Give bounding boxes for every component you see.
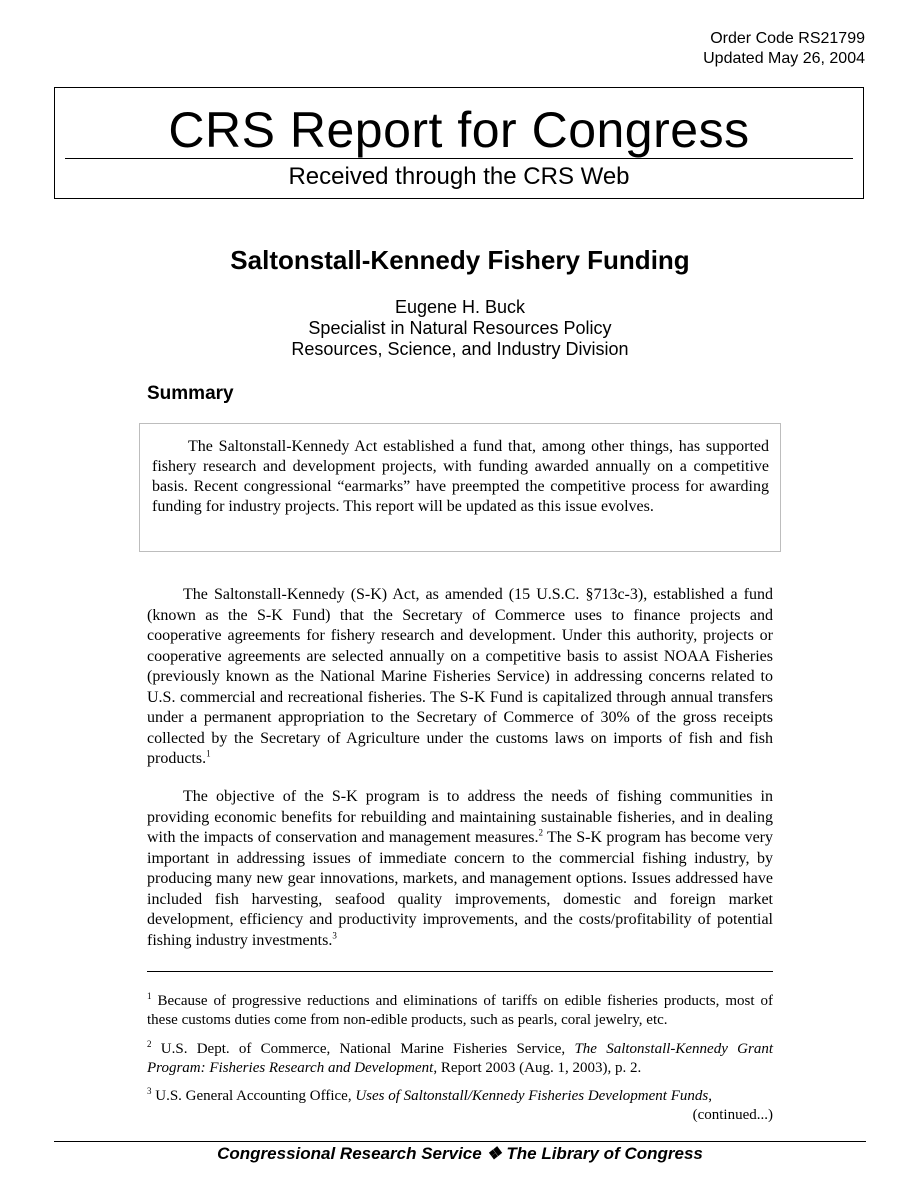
continued-note: (continued...): [692, 1107, 773, 1123]
footnote-text: U.S. Dept. of Commerce, National Marine Fisheries Service,: [151, 1041, 575, 1057]
footnote-ref[interactable]: 2: [538, 827, 543, 838]
footer-credit: Congressional Research Service ❖ The Library of Congress: [217, 1144, 703, 1163]
footnote-divider: [147, 971, 773, 972]
footnote-number: 2: [147, 1039, 152, 1049]
footnote-number: 3: [147, 1086, 152, 1096]
footnote-cited-title: Uses of Saltonstall/Kennedy Fisheries Development Funds: [355, 1088, 709, 1104]
summary-heading: Summary: [147, 383, 234, 404]
footnote-text: Because of progressive reductions and eliminations of tariffs on edible fisheries products, most of these customs duties come from non-edible products, such as pearls, coral jewelry, etc.: [147, 993, 773, 1028]
paragraph-text: The S-K program has become very important in addressing issues of immediate concern to the commercial fishing industry, by producing many new gear innovations, markets, and management options. Issues addressed have included fish harvesting, seafood quality improvements, domestic and foreign market development, efficiency and productivity improvements, and the costs/profitability of potential fishing industry investments.: [147, 829, 774, 949]
paragraph-text: The Saltonstall-Kennedy (S-K) Act, as amended (15 U.S.C. §713c-3), established a fund (known as the S-K Fund) that the Secretary of Commerce uses to finance projects and cooperative agreements for fishery research and development. Under this authority, projects or cooperative agreements are selected annually on a competitive basis to assist NOAA Fisheries (previously known as the National Marine Fisheries Service) in addressing concerns related to U.S. commercial and recreational fisheries. The S-K Fund is capitalized through annual transfers under a permanent appropriation to the Secretary of Commerce of 30% of the gross receipts collected by the Secretary of Agriculture under the customs laws on imports of fish and fish products.: [147, 586, 773, 767]
author-name: Eugene H. Buck: [394, 297, 526, 317]
footnote-ref[interactable]: 1: [206, 748, 211, 759]
author-block: [0, 297, 920, 360]
footer-divider: [54, 1141, 866, 1142]
author-division: Resources, Science, and Industry Division: [291, 339, 629, 359]
banner-divider: [65, 158, 853, 159]
footnote-ref[interactable]: 3: [332, 930, 337, 941]
summary-text: The Saltonstall-Kennedy Act established a fund that, among other things, has supported fishery research and development projects, with funding awarded annually on a competitive basis. Recent congressional “earmarks” have preempted the competitive process for awarding funding for industry projects. This report will be updated as this issue evolves.: [152, 438, 769, 515]
paragraph-text: The objective of the S-K program is to address the needs of fishing communities in providing economic benefits for rebuilding and maintaining sustainable fisheries, and in dealing with the impacts of conservation and management measures.: [147, 788, 773, 846]
summary-box: [139, 423, 781, 552]
footnote-2: [147, 1040, 773, 1078]
crs-banner: [54, 87, 864, 199]
footnote-text: , Report 2003 (Aug. 1, 2003), p. 2.: [433, 1060, 642, 1076]
author-role: Specialist in Natural Resources Policy: [308, 318, 612, 338]
updated-date: Updated May 26, 2004: [703, 50, 865, 67]
banner-title: CRS Report for Congress: [168, 102, 750, 158]
body-paragraph-1: [147, 585, 773, 770]
footnote-text: U.S. General Accounting Office,: [151, 1088, 356, 1104]
footnote-cited-title: The Saltonstall-Kennedy Grant Program: Fisheries Research and Development: [147, 1041, 773, 1076]
footnote-number: 1: [147, 991, 152, 1001]
body-paragraph-2: [147, 787, 773, 951]
footnote-1: [147, 992, 773, 1030]
report-title: Saltonstall-Kennedy Fishery Funding: [230, 245, 690, 275]
order-code-block: [703, 29, 865, 69]
footnote-text: ,: [708, 1088, 712, 1104]
banner-subtitle: Received through the CRS Web: [288, 163, 630, 190]
order-code: Order Code RS21799: [710, 30, 865, 47]
footnote-3: [147, 1087, 773, 1106]
